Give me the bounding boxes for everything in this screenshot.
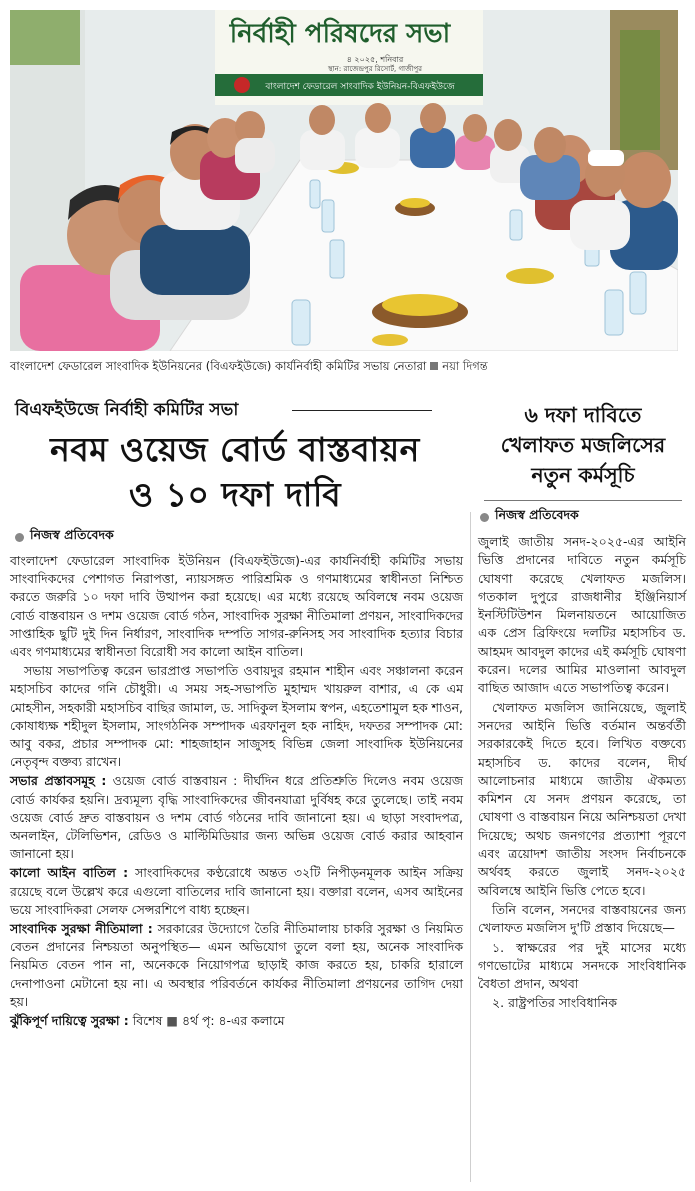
subhead: সাংবাদিক সুরক্ষা নীতিমালা : [10, 921, 153, 937]
banner-title: নির্বাহী পরিষদের সভা [229, 19, 451, 49]
headline-line-2: ও ১০ দফা দাবি [128, 475, 342, 514]
bullet-icon [480, 513, 489, 522]
side-byline-text: নিজস্ব প্রতিবেদক [495, 507, 579, 522]
side-headline-divider [484, 500, 682, 501]
paragraph [10, 864, 463, 919]
photo-caption [10, 358, 685, 374]
subhead-text: বিশেষ [132, 1013, 163, 1029]
paragraph: খেলাফত মজলিস জানিয়েছে, জুলাই সনদের আইনি ভিত্তি বর্তমান অন্তর্বর্তী সরকারকেই দিতে হবে। লিখিত বক্তব্যে মহাসচিব ড. কাদের বলেন, দীর্ঘ আলোচনার মাধ্যমে জাতীয় ঐকমত্য কমিশন যে সনদ প্রণয়ন করেছে, তা ঘোষণা ও বাস্তবায়ন নিয়ে অনিশ্চয়তা দেখা দিয়েছে; অথচ জনগণের প্রত্যাশা পূরণে এবং ত্রয়োদশ জাতীয় সংসদ নির্বাচনকে অর্থবহ করতে জুলাই সনদ-২০২৫ অবিলম্বে আইনি ভিত্তি পেতে হবে। [478, 699, 686, 898]
caption-text: বাংলাদেশ ফেডারেল সাংবাদিক ইউনিয়নের (বিএফইউজে) কার্যনির্বাহী কমিটির সভায় নেতারা [10, 359, 427, 373]
paragraph: তিনি বলেন, সনদের বাস্তবায়নের জন্য খেলাফত মজলিস দু'টি প্রস্তাব দিয়েছে— [478, 901, 686, 936]
paragraph: ১. স্বাক্ষরের পর দুই মাসের মধ্যে গণভোটের মাধ্যমে সনদকে সাংবিধানিক বৈধতা প্রদান, অথবা [478, 939, 686, 992]
side-article-headline [478, 400, 688, 490]
subhead: ঝুঁকিপূর্ণ দায়িত্বে সুরক্ষা : [10, 1013, 129, 1029]
paragraph: ২. রাষ্ট্রপতির সাংবিধানিক [492, 995, 618, 1011]
paragraph: বাংলাদেশ ফেডারেল সাংবাদিক ইউনিয়ন (বিএফইউজে)-এর কার্যনির্বাহী কমিটির সভায় সাংবাদিকদের পেশাগত নিরাপত্তা, ন্যায়সঙ্গত পারিশ্রমিক ও গণমাধ্যমের স্বাধীনতা নিশ্চিত করতে জরুরি ১০ দফা দাবি উত্থাপন করা হয়েছে। এর মধ্যে রয়েছে অবিলম্বে নবম ওয়েজ বোর্ড বাস্তবায়ন ও দশম ওয়েজ বোর্ড গঠন, সাংবাদিক সুরক্ষা নীতিমালা প্রণয়ন, সাংবাদিকদের সাপ্তাহিক ছুটি দুই দিন নির্ধারণ, সাংবাদিক দম্পতি সাগর-রুনিসহ সব সাংবাদিক হত্যার বিচার এবং গণমাধ্যমের স্বাধীনতা বিরোধী সব কালো আইন বাতিল। [10, 553, 463, 660]
bullet-icon [15, 533, 24, 542]
article-kicker: বিএফইউজে নির্বাহী কমিটির সভা [15, 400, 239, 420]
paragraph: জুলাই জাতীয় সনদ-২০২৫-এর আইনি ভিত্তি প্রদানের দাবিতে নতুন কর্মসূচি ঘোষণা করেছে খেলাফত মজলিস। গতকাল দুপুরে রাজধানীর ইঞ্জিনিয়ার্স ইনস্টিটিউশন মিলনায়তনে আয়োজিত এক প্রেস ব্রিফিংয়ে দলটির মহাসচিব ড. আহমদ আবদুল কাদের এই কর্মসূচি ঘোষণা করেন। দলের আমির মাওলানা আবদুল বাছিত আজাদ এতে সভাপতিত্ব করেন। [478, 534, 686, 696]
kicker-divider [292, 410, 432, 411]
column-divider [470, 512, 471, 1182]
banner-date: ৪ ২০২৫, শনিবার [346, 55, 404, 64]
subhead: কালো আইন বাতিল : [10, 865, 129, 881]
paragraph [10, 772, 463, 863]
side-headline-line-3: নতুন কর্মসূচি [531, 463, 635, 487]
article-body [10, 552, 463, 1031]
side-byline [480, 507, 579, 527]
continuation-link[interactable]: ৪র্থ পৃ: ৪-এর কলামে [181, 1013, 285, 1029]
subhead: সভার প্রস্তাবসমূহ : [10, 773, 107, 789]
byline [15, 527, 114, 547]
side-headline-line-1: ৬ দফা দাবিতে [524, 403, 642, 427]
square-icon [430, 362, 438, 370]
meeting-photo [10, 10, 678, 351]
article-headline [15, 427, 455, 517]
subhead-text: ওয়েজ বোর্ড বাস্তবায়ন : দীর্ঘদিন ধরে প্রতিশ্রুতি দিলেও নবম ওয়েজ বোর্ড কার্যকর হয়নি। দ্রব্যমূল্য বৃদ্ধি সাংবাদিকদের জীবনযাত্রা দুর্বিষহ করে তুলেছে। তাই নবম ওয়েজ বোর্ড দ্রুত বাস্তবায়ন ও দশম বোর্ড গঠনের দাবি জানানো হয়। এ ছাড়া সংবাদপত্র, অনলাইন, টেলিভিশন, রেডিও ও মাল্টিমিডিয়ার জন্য অভিন্ন ওয়েজ বোর্ড করার আহবান জানানো হয়। [10, 773, 463, 862]
side-article-body [478, 533, 686, 1014]
paragraph: সভায় সভাপতিত্ব করেন ভারপ্রাপ্ত সভাপতি ওবায়দুর রহমান শাহীন এবং সঞ্চালনা করেন মহাসচিব কাদের গনি চৌধুরী। এ সময় সহ-সভাপতি মুহাম্মদ খায়রুল বাশার, এ কে এম মোহসীন, সহকারী মহাসচিব বাছির জামাল, ড. সাদিকুল ইসলাম স্বপন, এহতেশামুল হক শাওন, কোষাধ্যক্ষ শহীদুল ইসলাম, সাংগঠনিক সম্পাদক এরফানুল হক নাহিদ, দফতর সম্পাদক মো: আবু বকর, প্রচার সম্পাদক মো: শাহজাহান সাজুসহ বিভিন্ন জেলা সাংবাদিক ইউনিয়নের নেতৃবৃন্দ বক্তব্য রাখেন। [10, 663, 463, 770]
banner-org: বাংলাদেশ ফেডারেল সাংবাদিক ইউনিয়ন-বিএফইউজে [265, 82, 455, 92]
subhead-text: সাংবাদিকদের কণ্ঠরোধে অন্তত ৩২টি নিপীড়নমূলক আইন সক্রিয় রয়েছে বলে উল্লেখ করে এগুলো বাতিলের দাবি জানানো হয়। বক্তারা বলেন, এসব আইনের ভয়ে সাংবাদিকরা সেলফ সেন্সরশিপে বাধ্য হচ্ছেন। [10, 865, 464, 917]
caption-source: নয়া দিগন্ত [442, 359, 488, 373]
subhead-text: সরকারের উদ্যোগে তৈরি নীতিমালায় চাকরি সুরক্ষা ও নিয়মিত বেতন প্রদানের নিশ্চয়তা অনুপস্থিত— এমন অভিযোগ তুলে বলা হয়, অনেক সাংবাদিক নিয়মিত বেতন পান না, অনেককে নিয়োগপত্র ছাড়াই কাজ করতে হয়, চাকরি হারালে দেনাপাওনা মেটানো হয় না। এ অবস্থার পরিবর্তনে কার্যকর নীতিমালা প্রণয়নের তাগিদ দেয়া হয়। [10, 921, 463, 1009]
side-headline-line-2: খেলাফত মজলিসের [500, 433, 666, 457]
banner-venue: স্থান: রাজেন্দ্রপুর রিসোর্ট, গাজীপুর [328, 65, 422, 73]
photo-illustration [10, 10, 678, 351]
square-icon: ■ [166, 1013, 178, 1029]
headline-line-1: নবম ওয়েজ বোর্ড বাস্তবায়ন [50, 430, 420, 469]
paragraph [10, 920, 463, 1011]
paragraph [10, 1012, 463, 1030]
byline-text: নিজস্ব প্রতিবেদক [30, 527, 114, 542]
